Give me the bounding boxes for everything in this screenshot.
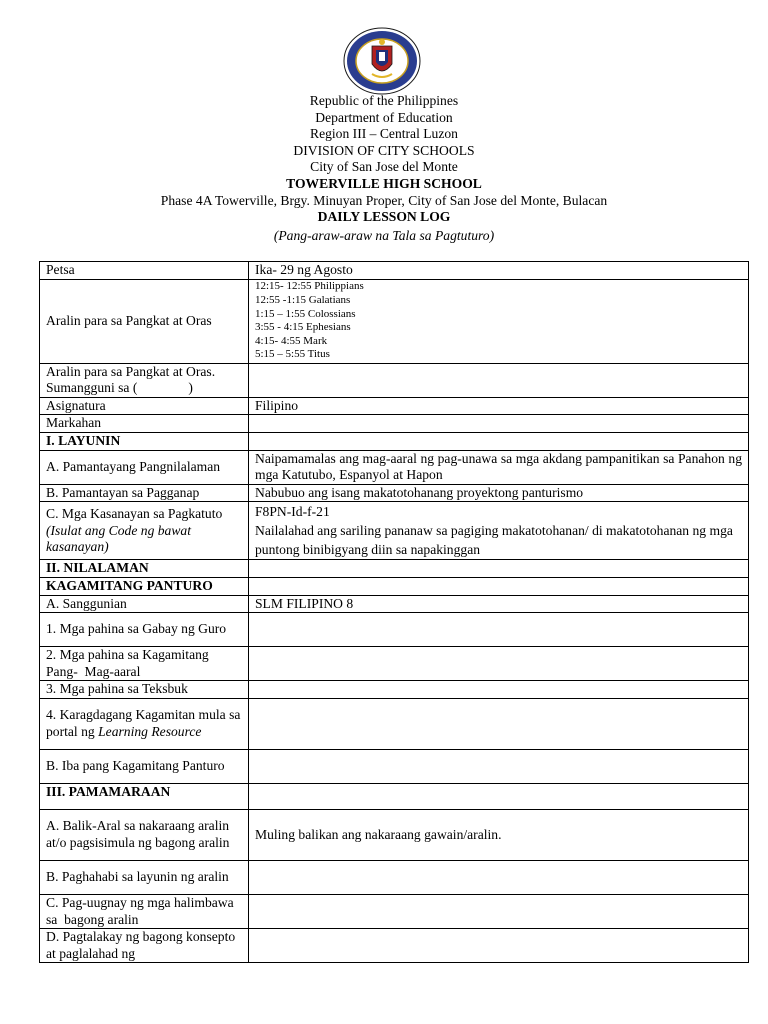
table-row	[40, 860, 749, 894]
pag-uugnay-label: C. Pag-uugnay ng mga halimbawa sa bagong aralin	[40, 894, 249, 928]
kasanayan-value	[249, 502, 749, 560]
schedule-item: 4:15- 4:55 Mark	[255, 334, 328, 347]
table-row	[40, 809, 749, 860]
table-row	[40, 647, 749, 681]
sanggunian-label: A. Sanggunian	[40, 595, 249, 613]
table-row	[40, 681, 749, 699]
empty-cell	[249, 860, 749, 894]
balik-aral-label: A. Balik-Aral sa nakaraang aralin at/o pagsisimula ng bagong aralin	[40, 809, 249, 860]
section-nilalaman: II. NILALAMAN	[40, 560, 249, 578]
petsa-label: Petsa	[40, 262, 249, 280]
table-row	[40, 613, 749, 647]
document-subtitle: (Pang-araw-araw na Tala sa Pagtuturo)	[273, 227, 495, 243]
table-row	[40, 698, 749, 749]
pamantayang-pangnilalaman-value: Naipamamalas ang mag-aaral ng pag-unawa sa mga akdang pampanitikan sa Panahon ng mga Katutubo, Espanyol at Hapon	[249, 450, 749, 484]
empty-cell	[249, 749, 749, 783]
table-row	[40, 783, 749, 809]
deped-seal-icon	[342, 26, 422, 96]
kasanayan-label	[40, 502, 249, 560]
empty-cell	[249, 698, 749, 749]
iba-pang-kagamitan-label: B. Iba pang Kagamitang Panturo	[40, 749, 249, 783]
empty-cell	[249, 577, 749, 595]
header-line-division: DIVISION OF CITY SCHOOLS	[293, 142, 475, 158]
gabay-guro-label: 1. Mga pahina sa Gabay ng Guro	[40, 613, 249, 647]
lesson-log-table	[39, 261, 749, 963]
document-header	[0, 93, 768, 244]
table-row	[40, 502, 749, 560]
empty-cell	[249, 894, 749, 928]
empty-cell	[249, 613, 749, 647]
aralin-reference-label	[40, 363, 249, 397]
school-name: TOWERVILLE HIGH SCHOOL	[286, 175, 482, 191]
table-row	[40, 363, 749, 397]
header-line-city: City of San Jose del Monte	[310, 159, 458, 175]
aralin-label: Aralin para sa Pangkat at Oras	[40, 279, 249, 363]
table-row	[40, 577, 749, 595]
kasanayan-label-main: C. Mga Kasanayan sa Pagkatuto	[46, 505, 223, 521]
asignatura-value: Filipino	[249, 397, 749, 415]
kasanayan-label-note: (Isulat ang Code ng bawat kasanayan)	[46, 522, 191, 555]
table-row	[40, 432, 749, 450]
school-address: Phase 4A Towerville, Brgy. Minuyan Proper, City of San Jose del Monte, Bulacan	[160, 192, 608, 208]
table-row	[40, 929, 749, 963]
schedule-item: 12:15- 12:55 Philippians	[255, 280, 364, 293]
empty-cell	[249, 647, 749, 681]
pamantayang-pangnilalaman-label: A. Pamantayang Pangnilalaman	[40, 450, 249, 484]
karagdagang-kagamitan-label	[40, 698, 249, 749]
empty-cell	[249, 432, 749, 450]
pagtalakay-label: D. Pagtalakay ng bagong konsepto at paglalahad ng	[40, 929, 249, 963]
schedule-item: 5:15 – 5:55 Titus	[255, 348, 330, 361]
sanggunian-value: SLM FILIPINO 8	[249, 595, 749, 613]
kasanayan-text: Nailalahad ang sariling pananaw sa pagiging makatotohanan/ di makatotohanan ng mga puntong binibigyang diin sa napakinggan	[255, 523, 733, 558]
table-row	[40, 397, 749, 415]
table-row	[40, 749, 749, 783]
table-row	[40, 484, 749, 502]
learning-resource-label: Learning Resource	[98, 723, 202, 739]
header-line-department: Department of Education	[315, 109, 453, 125]
schedule-item: 3:55 - 4:15 Ephesians	[255, 321, 351, 334]
header-line-region: Region III – Central Luzon	[310, 126, 458, 142]
schedule-item: 12:55 -1:15 Galatians	[255, 293, 351, 306]
table-row	[40, 894, 749, 928]
header-line-republic: Republic of the Philippines	[309, 93, 459, 108]
empty-cell	[249, 929, 749, 963]
table-row	[40, 262, 749, 280]
kagamitang-mag-aaral-label: 2. Mga pahina sa Kagamitang Pang- Mag-aaral	[40, 647, 249, 681]
table-row	[40, 450, 749, 484]
section-pamamaraan: III. PAMAMARAAN	[40, 783, 249, 809]
asignatura-label: Asignatura	[40, 397, 249, 415]
table-row	[40, 279, 749, 363]
pamantayan-pagganap-value: Nabubuo ang isang makatotohanang proyektong panturismo	[249, 484, 749, 502]
petsa-value: Ika- 29 ng Agosto	[249, 262, 749, 280]
aralin-reference-value	[249, 363, 749, 397]
markahan-value	[249, 415, 749, 433]
schedule-list	[249, 279, 749, 363]
table-row	[40, 560, 749, 578]
teksbuk-label: 3. Mga pahina sa Teksbuk	[40, 681, 249, 699]
pamantayan-pagganap-label: B. Pamantayan sa Pagganap	[40, 484, 249, 502]
kasanayan-code: F8PN-Id-f-21	[255, 504, 330, 520]
document-title: DAILY LESSON LOG	[317, 209, 451, 225]
empty-cell	[249, 681, 749, 699]
section-layunin: I. LAYUNIN	[40, 432, 249, 450]
balik-aral-value: Muling balikan ang nakaraang gawain/aralin.	[249, 809, 749, 860]
table-row	[40, 415, 749, 433]
aralin-reference-line-2: Sumangguni sa ( )	[46, 380, 193, 396]
schedule-item: 1:15 – 1:55 Colossians	[255, 307, 356, 320]
section-kagamitan: KAGAMITANG PANTURO	[40, 577, 249, 595]
empty-cell	[249, 783, 749, 809]
empty-cell	[249, 560, 749, 578]
markahan-label: Markahan	[40, 415, 249, 433]
aralin-reference-line-1: Aralin para sa Pangkat at Oras.	[46, 363, 216, 379]
karagdagang-kagamitan-main: 4. Karagdagang Kagamitan mula sa portal ng	[46, 707, 241, 739]
table-row	[40, 595, 749, 613]
paghahabi-label: B. Paghahabi sa layunin ng aralin	[40, 860, 249, 894]
